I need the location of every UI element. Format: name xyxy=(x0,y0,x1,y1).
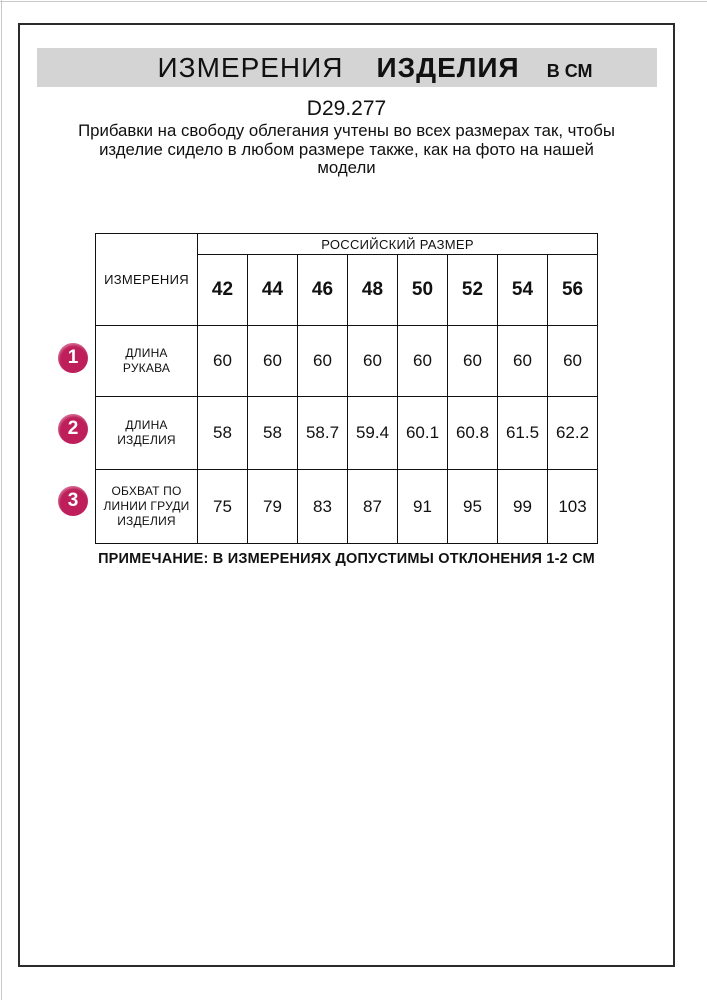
size-header: 42 xyxy=(198,255,248,326)
measurement-value: 91 xyxy=(398,470,448,544)
measurement-value: 60 xyxy=(448,326,498,397)
measurement-value: 58 xyxy=(198,397,248,470)
measurement-value: 60 xyxy=(348,326,398,397)
size-header: 54 xyxy=(498,255,548,326)
fit-description-line: Прибавки на свободу облегания учтены во всех размерах так, чтобы xyxy=(78,121,615,140)
row-label: ДЛИНА ИЗДЕЛИЯ xyxy=(96,397,198,470)
fit-description-line: изделие сидело в любом размере также, как на фото на нашей xyxy=(99,139,594,159)
table-row-sleeve-length xyxy=(96,326,598,397)
measurement-value: 79 xyxy=(248,470,298,544)
row-label: ОБХВАТ ПО ЛИНИИ ГРУДИ ИЗДЕЛИЯ xyxy=(96,470,198,544)
scan-edge-left xyxy=(1,0,2,1000)
table-group-header: РОССИЙСКИЙ РАЗМЕР xyxy=(198,234,598,255)
row-number-badge-3: 3 xyxy=(58,486,88,516)
row-label: ДЛИНА РУКАВА xyxy=(96,326,198,397)
measurement-value: 87 xyxy=(348,470,398,544)
size-header: 56 xyxy=(548,255,598,326)
table-row-chest-girth xyxy=(96,470,598,544)
measurement-value: 60 xyxy=(548,326,598,397)
title-bar xyxy=(37,48,657,87)
row-number-badge-1: 1 xyxy=(58,343,88,373)
measurement-value: 99 xyxy=(498,470,548,544)
fit-description-line: модели xyxy=(317,158,376,177)
measurement-value: 60 xyxy=(248,326,298,397)
row-number-badge-2: 2 xyxy=(58,414,88,444)
table-group-header-row xyxy=(96,234,598,255)
measurement-value: 75 xyxy=(198,470,248,544)
tolerance-note: ПРИМЕЧАНИЕ: В ИЗМЕРЕНИЯХ ДОПУСТИМЫ ОТКЛОНЕНИЯ 1-2 СМ xyxy=(98,551,595,567)
fit-description xyxy=(18,122,675,178)
scan-edge-top xyxy=(0,1,707,2)
measurement-value: 95 xyxy=(448,470,498,544)
measurement-value: 60.8 xyxy=(448,397,498,470)
title-measurements: ИЗМЕРЕНИЯ xyxy=(157,52,344,83)
measurement-value: 58 xyxy=(248,397,298,470)
measurement-value: 60 xyxy=(498,326,548,397)
size-table xyxy=(95,233,598,544)
measurement-value: 62.2 xyxy=(548,397,598,470)
measurement-value: 83 xyxy=(298,470,348,544)
table-row-garment-length xyxy=(96,397,598,470)
measurement-value: 60.1 xyxy=(398,397,448,470)
title-product: ИЗДЕЛИЯ xyxy=(376,52,520,83)
measurement-value: 103 xyxy=(548,470,598,544)
table-corner-label: ИЗМЕРЕНИЯ xyxy=(96,234,198,326)
measurement-value: 60 xyxy=(298,326,348,397)
size-header: 44 xyxy=(248,255,298,326)
size-header: 52 xyxy=(448,255,498,326)
measurement-value: 58.7 xyxy=(298,397,348,470)
measurement-value: 60 xyxy=(398,326,448,397)
title-units: В СМ xyxy=(546,61,593,81)
measurement-value: 60 xyxy=(198,326,248,397)
size-header: 48 xyxy=(348,255,398,326)
size-header: 46 xyxy=(298,255,348,326)
product-code: D29.277 xyxy=(306,97,387,120)
measurement-value: 59.4 xyxy=(348,397,398,470)
measurement-value: 61.5 xyxy=(498,397,548,470)
size-header: 50 xyxy=(398,255,448,326)
